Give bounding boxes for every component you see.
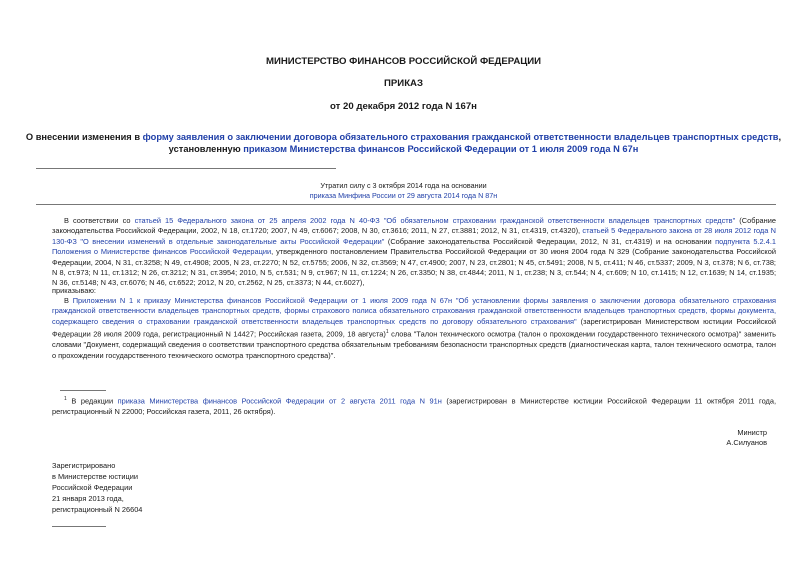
order-text-1: В bbox=[64, 296, 73, 305]
preamble-link-regulation[interactable]: подпункта 5.2.4.1 Положения о Министерстве финансов Российской Федерации bbox=[52, 236, 776, 257]
preamble-paragraph bbox=[52, 216, 776, 289]
registration-line: 21 января 2013 года, bbox=[52, 494, 124, 503]
footnote-link-order-91n[interactable]: приказа Министерства финансов Российской Федерации от 2 августа 2011 года N 91н bbox=[117, 396, 442, 406]
signature-block bbox=[726, 428, 767, 449]
registration-line: Российской Федерации bbox=[52, 483, 133, 492]
order-text-2: (зарегистрирован Министерством юстиции Российской Федерации 28 июля 2009 года, регистрационный N 14427; Российская газета, 2009, 18 августа) bbox=[52, 316, 776, 339]
preamble-text-3: (Собрание законодательства Российской Федерации, 2012, N 31, ст.4319) и на основании bbox=[384, 236, 716, 246]
title-divider bbox=[36, 168, 336, 169]
notice-divider bbox=[36, 204, 776, 205]
preamble-text-4: , утвержденного постановлением Правительства Российской Федерации от 30 июня 2004 года N 329 (Собрание законодательства Российской Федерации, 2004, N 31, ст.3258; N 49, ст.4908; 2005, N 23, ст.2270; N 52, ст.5755; 2006, N 32, ст.3569; N 47, ст.4900; 2007, N 23, ст.2801; N 45, ст.5491; 2008, N 5, ст.411; N 46, ст.5337; 2009, N 3, ст.378; N 6, ст.738; N 8, ст.973; N 11, ст.1312; N 26, ст.3212; N 31, ст.3954; 2010, N 5, ст.531; N 9, ст.967; N 11, ст.1224; N 26, ст.3350; N 38, ст.4844; 2011, N 1, ст.238; N 3, ст.544; N 4, ст.609; N 10, ст.1415; N 12, ст.1639; N 14, ст.1935; N 36, ст.5148; N 43, ст.6076; N 46, ст.6522; 2012, N 20, ст.2562, N 25, ст.3373; N 44, ст.6027), bbox=[52, 247, 776, 288]
registration-block bbox=[52, 460, 142, 515]
preamble-text-1: В соответствии со bbox=[64, 216, 135, 225]
order-footnote-marker[interactable]: 1 bbox=[385, 329, 389, 336]
repeal-notice-link[interactable]: приказа Минфина России от 29 августа 2014 года N 87н bbox=[309, 191, 498, 200]
registration-line: Зарегистрировано bbox=[52, 461, 116, 470]
registration-line: регистрационный N 26604 bbox=[52, 505, 143, 514]
registration-line: в Министерстве юстиции bbox=[52, 472, 139, 481]
title-text-1: О внесении изменения в bbox=[25, 132, 143, 142]
title-line-1 bbox=[0, 131, 807, 143]
document-title bbox=[0, 131, 807, 155]
preamble-link-law-130fz[interactable]: статьей 5 Федерального закона от 28 июля 2012 года N 130-ФЗ "О внесении изменений в отдельные законодательные акты Российской Федерации" bbox=[52, 226, 776, 246]
preamble-link-law-40fz[interactable]: статьей 15 Федерального закона от 25 апреля 2002 года N 40-ФЗ "Об обязательном страховании гражданской ответственности владельцев транспортных средств" bbox=[134, 216, 736, 225]
signature-name: А.Силуанов bbox=[726, 438, 767, 448]
date-number-heading: от 20 декабря 2012 года N 167н bbox=[330, 101, 477, 112]
footnote-paragraph bbox=[52, 394, 776, 417]
footnote-marker: 1 bbox=[64, 396, 67, 402]
ministry-heading: МИНИСТЕРСТВО ФИНАНСОВ РОССИЙСКОЙ ФЕДЕРАЦИИ bbox=[265, 56, 542, 67]
doc-type-heading: ПРИКАЗ bbox=[384, 78, 423, 89]
footnote-divider bbox=[60, 390, 106, 391]
title-text-2: , bbox=[778, 132, 782, 142]
order-link-appendix[interactable]: Приложении N 1 к приказу Министерства финансов Российской Федерации от 1 июля 2009 года N 67н "Об установлении формы заявления о заключении договора обязательного страхования гражданской ответственности владельцев транспортных средств, формы страхового полиса обязательного страхования гражданской ответственности владельцев транспортных средств, формы документа, содержащего сведения о страховании гражданской ответственности владельцев транспортных средств по договору обязательного страхования" bbox=[52, 296, 776, 326]
order-text-3: слова "Талон технического осмотра (талон о прохождении государственного технического осмотра)" заменить словами "Документ, содержащий сведения о соответствии транспортного средства обязательным требованиям безопасности транспортных средств (диагностическая карта, талон технического осмотра, талон о прохождении государственного технического осмотра транспортного средства)". bbox=[52, 329, 776, 360]
title-link-form[interactable]: форму заявления о заключении договора обязательного страхования гражданской ответственности владельцев транспортных средств bbox=[142, 132, 779, 142]
footnote-text-2: (зарегистрирован в Министерстве юстиции Российской Федерации 11 октября 2011 года, регистрационный N 22000; Российская газета, 2011, 26 октября). bbox=[52, 396, 777, 416]
title-text-3: установленную bbox=[168, 144, 244, 154]
repeal-notice-text: Утратил силу с 3 октября 2014 года на основании bbox=[320, 181, 487, 190]
repeal-notice bbox=[0, 181, 807, 201]
bottom-divider bbox=[52, 526, 106, 527]
footnote-text-1: В редакции bbox=[66, 396, 118, 406]
title-line-2 bbox=[0, 143, 807, 155]
signature-position: Министр bbox=[737, 428, 767, 437]
title-link-order[interactable]: приказом Министерства финансов Российской Федерации от 1 июля 2009 года N 67н bbox=[243, 144, 639, 154]
preamble-text-2: (Собрание законодательства Российской Федерации, 2002, N 18, ст.1720; 2007, N 49, ст.6067; 2008, N 30, ст.3616; 2011, N 27, ст.3881; 2012, N 31, ст.4319, ст.4320), bbox=[52, 216, 776, 236]
order-paragraph bbox=[52, 296, 776, 361]
order-word: приказываю: bbox=[52, 286, 96, 295]
